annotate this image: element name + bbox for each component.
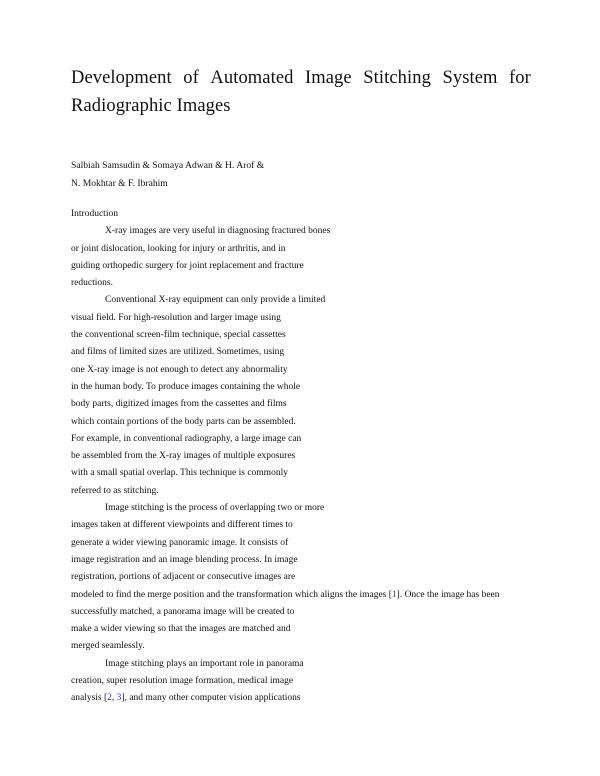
body-line: or joint dislocation, looking for injury or arthritis, and in xyxy=(71,243,286,254)
body-line-text: analysis [ xyxy=(71,693,108,704)
body-line: images taken at different viewpoints and different times to xyxy=(71,520,293,531)
body-line: in the human body. To produce images containing the whole xyxy=(71,381,301,392)
body-line: image registration and an image blending process. In image xyxy=(71,554,298,565)
body-line: reductions. xyxy=(71,278,113,289)
body-text xyxy=(71,206,531,708)
body-line: Conventional X-ray equipment can only provide a limited xyxy=(105,295,326,306)
title-word: Automated xyxy=(210,68,294,88)
title-word: for xyxy=(509,68,531,88)
citation-link[interactable]: 1 xyxy=(391,589,397,600)
title-word: Image xyxy=(305,68,352,88)
body-line: Image stitching is the process of overlapping two or more xyxy=(105,503,325,514)
body-line: visual field. For high-resolution and larger image using xyxy=(71,312,281,323)
body-line: body parts, digitized images from the cassettes and films xyxy=(71,399,287,410)
title-line-1 xyxy=(71,64,531,92)
title-word: System xyxy=(442,68,498,88)
authors-line-2: N. Mokhtar & F. Ibrahim xyxy=(71,178,168,189)
body-line: successfully matched, a panorama image will be created to xyxy=(71,606,295,617)
citation-link[interactable]: 2 xyxy=(107,693,112,704)
body-line: be assembled from the X-ray images of multiple exposures xyxy=(71,451,296,462)
body-line: and films of limited sizes are utilized. Sometimes, using xyxy=(71,347,285,358)
body-line: X-ray images are very useful in diagnosing fractured bones xyxy=(105,226,331,237)
title-word: Stitching xyxy=(363,68,431,88)
title-word: of xyxy=(183,68,199,88)
body-line-text: modeled to find the merge position and the transformation which aligns the images [ xyxy=(71,589,392,600)
body-line: referred to as stitching. xyxy=(71,485,159,496)
title-line-2: Radiographic Images xyxy=(71,96,231,116)
body-line-text: ]. Once the image has been xyxy=(396,589,500,600)
paper-title xyxy=(71,64,531,120)
body-line-text: ], and many other computer vision applications xyxy=(121,693,301,704)
body-line: the conventional screen-film technique, special cassettes xyxy=(71,330,286,341)
body-line xyxy=(71,690,531,707)
body-line: creation, super resolution image formation, medical image xyxy=(71,676,294,687)
body-line xyxy=(71,587,531,604)
body-line-text: , xyxy=(111,693,117,704)
body-line: merged seamlessly. xyxy=(71,641,145,652)
body-line: with a small spatial overlap. This technique is commonly xyxy=(71,468,288,479)
author-list xyxy=(71,157,264,193)
title-word: Development xyxy=(71,68,172,88)
body-line: which contain portions of the body parts can be assembled. xyxy=(71,416,296,427)
body-line: Image stitching plays an important role in panorama xyxy=(105,658,304,669)
authors-line-1: Salbiah Samsudin & Somaya Adwan & H. Arof & xyxy=(71,160,265,171)
body-line: guiding orthopedic surgery for joint replacement and fracture xyxy=(71,260,304,271)
body-line: registration, portions of adjacent or consecutive images are xyxy=(71,572,296,583)
body-line: For example, in conventional radiography, a large image can xyxy=(71,433,302,444)
section-heading-introduction: Introduction xyxy=(71,209,118,219)
body-line: make a wider viewing so that the images are matched and xyxy=(71,624,291,635)
body-line: one X-ray image is not enough to detect any abnormality xyxy=(71,364,288,375)
citation-link[interactable]: 3 xyxy=(116,693,122,704)
body-line: generate a wider viewing panoramic image. It consists of xyxy=(71,537,289,548)
